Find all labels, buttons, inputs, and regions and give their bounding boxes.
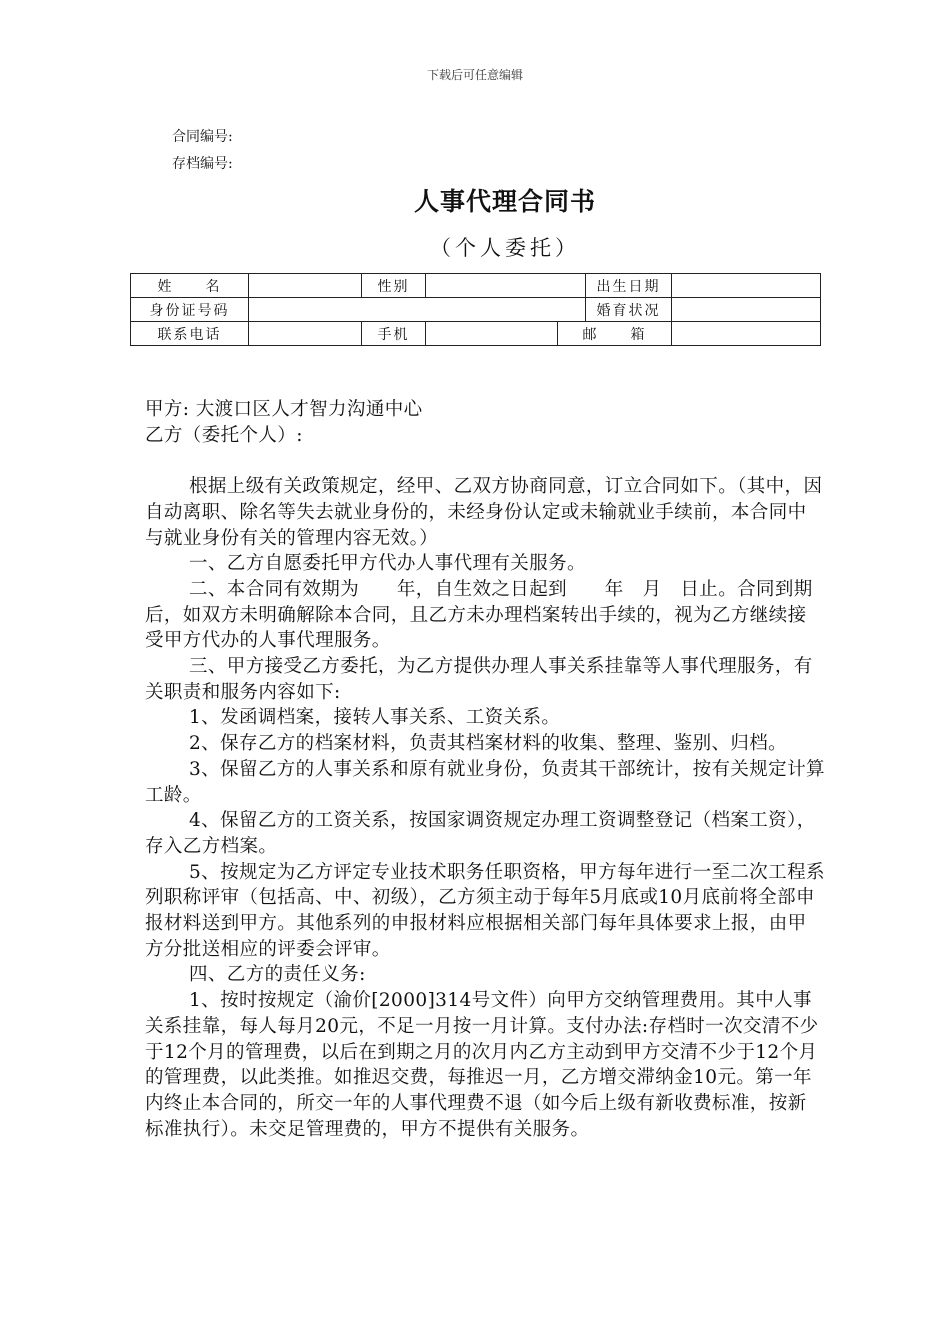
clause-3-item-3: 3、保留乙方的人事关系和原有就业身份，负责其干部统计，按有关规定计算工龄。 [145,758,825,806]
document-subtitle: （个人委托） [430,236,580,260]
table-row [131,322,821,346]
clause-3-item-2: 2、保存乙方的档案材料，负责其档案材料的收集、整理、鉴别、归档。 [189,733,788,755]
clause-1: 一、乙方自愿委托甲方代办人事代理有关服务。 [189,553,586,575]
gender-label: 性别 [362,274,426,298]
clause-3-item-1: 1、发函调档案，接转人事关系、工资关系。 [189,707,561,729]
clause-4-item-1: 1、按时按规定（渝价[2000]314号文件）向甲方交纳管理费用。其中人事关系挂靠，每人每月20元，不足一月按一月计算。支付办法:存档时一次交清不少于12个月的管理费，以后在到期之月的次月内乙方主动到甲方交清不少于12个月的管理费，以此类推。如推迟交费，每推迟一月，乙方增交滞纳金10元。第一年内终止本合同的，所交一年的人事代理费不退（如今后上级有新收费标准，按新标准执行）。未交足管理费的，甲方不提供有关服务。 [145,990,819,1140]
clause-3-item-4: 4、保留乙方的工资关系，按国家调资规定办理工资调整登记（档案工资），存入乙方档案。 [145,810,816,857]
contract-number-label: 合同编号: [172,129,233,145]
table-row [131,274,821,298]
phone-value-cell[interactable] [249,322,362,346]
party-a: 甲方: 大渡口区人才智力沟通中心 [145,399,423,420]
name-label: 姓 名 [131,274,249,298]
mobile-label: 手机 [362,322,426,346]
marital-status-label: 婚育状况 [586,298,672,322]
clause-3: 三、甲方接受乙方委托，为乙方提供办理人事关系挂靠等人事代理服务，有关职责和服务内容如下: [145,656,813,703]
mobile-value-cell[interactable] [426,322,558,346]
phone-label: 联系电话 [131,322,249,346]
contract-body [145,397,825,1142]
clause-3-item-5: 5、按规定为乙方评定专业技术职务任职资格，甲方每年进行一至二次工程系列职称评审（包括高、中、初级），乙方须主动于每年5月底或10月底前将全部申报材料送到甲方。其他系列的申报材料应根据相关部门每年具体要求上报，由甲方分批送相应的评委会评审。 [145,861,825,960]
name-value-cell[interactable] [249,274,362,298]
id-number-label: 身份证号码 [131,298,249,322]
party-b: 乙方（委托个人）: [145,424,303,446]
personal-info-table [130,273,821,346]
table-row [131,298,821,322]
birth-date-value-cell[interactable] [672,274,821,298]
gender-value-cell[interactable] [426,274,586,298]
id-number-value-cell[interactable] [249,298,586,322]
header-note: 下载后可任意编辑 [426,68,523,82]
marital-status-value-cell[interactable] [672,298,821,322]
email-label: 邮 箱 [558,322,672,346]
clause-2: 二、本合同有效期为 年，自生效之日起到 年 月 日止。合同到期后，如双方未明确解除本合同，且乙方未办理档案转出手续的，视为乙方继续接受甲方代办的人事代理服务。 [145,578,813,652]
document-title: 人事代理合同书 [413,187,596,216]
intro-paragraph: 根据上级有关政策规定，经甲、乙双方协商同意，订立合同如下。（其中，因自动离职、除名等失去就业身份的，未经身份认定或未输就业手续前，本合同中与就业身份有关的管理内容无效。） [145,476,823,549]
birth-date-label: 出生日期 [586,274,672,298]
archive-number-label: 存档编号: [172,156,233,172]
clause-4: 四、乙方的责任义务: [189,964,366,986]
email-value-cell[interactable] [672,322,821,346]
